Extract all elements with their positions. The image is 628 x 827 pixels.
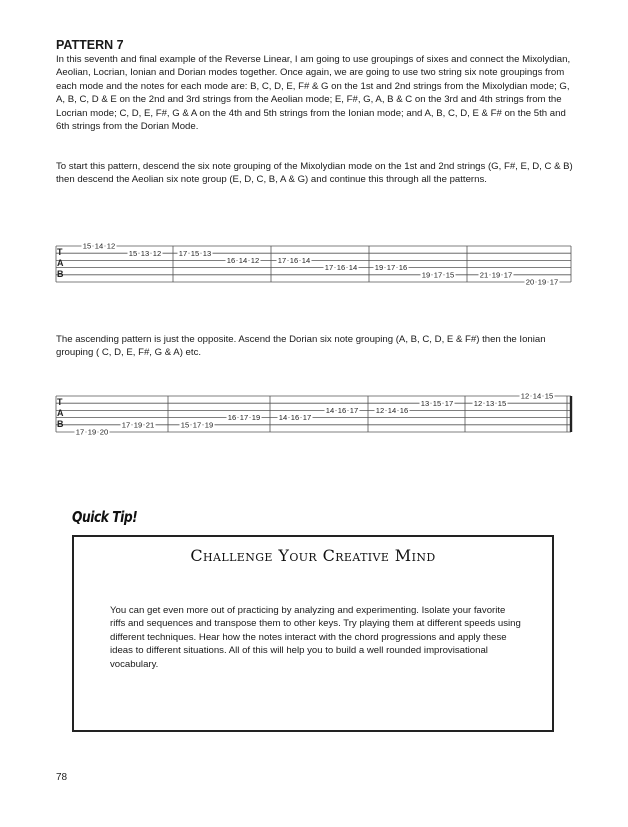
tab-fret-number: 13 [485,398,495,408]
tab-fret-number: 19 [251,413,261,423]
ascending-tab-staff [0,388,628,458]
tab-clef-letter: A [57,257,64,268]
quick-tip-label: Quick Tip! [72,508,138,526]
tab-fret-number: 15 [432,398,442,408]
ascending-paragraph: The ascending pattern is just the opposite. Ascend the Dorian six note grouping (A, B, C, D, E & F#) then the Ionian grouping ( C, D, E, F#, G & A) etc. [56,334,546,359]
tab-fret-number: 12 [106,241,116,251]
tab-fret-number: 21 [145,420,155,430]
tab-fret-number: 19 [491,270,501,280]
tab-fret-number: 17 [433,270,443,280]
page-heading: PATTERN 7 [56,38,124,52]
page-number: 78 [56,772,68,783]
tab-fret-number: 15 [180,420,190,430]
tab-fret-number: 13 [420,398,430,408]
tab-fret-number: 16 [399,406,409,415]
tab-fret-number: 14 [278,413,288,423]
tab-fret-number: 17 [75,427,85,437]
tab-fret-number: 19 [421,270,431,280]
tab-fret-number: 17 [239,413,249,423]
tab-fret-number: 14 [387,406,397,415]
tab-clef-letter: T [57,246,63,257]
tab-fret-number: 20 [99,427,109,437]
descending-tab-staff [0,238,628,308]
tab-fret-number: 19 [204,420,214,430]
tab-fret-number: 14 [325,406,335,415]
tab-clef-letter: B [57,419,64,430]
tab-fret-number: 17 [192,420,202,430]
tab-fret-number: 17 [302,413,312,423]
instruction-paragraph: To start this pattern, descend the six note grouping of the Mixolydian mode on the 1st and 2nd strings (G, F#, E, D, C & B) then descend the Aeolian six note group (E, D, C, B, A & G) and continue this through all the patterns. [56,161,573,186]
tab-fret-number: 17 [277,256,287,265]
quick-tip-title: Challenge Your Creative Mind [190,546,436,565]
tab-fret-number: 14 [94,241,104,251]
tab-clef-letter: T [57,396,63,407]
tab-fret-number: 17 [121,420,131,430]
tab-fret-number: 12 [520,391,530,401]
tab-clef-letter: B [57,269,64,280]
tab-fret-number: 12 [152,248,162,258]
tab-fret-number: 15 [190,248,200,258]
tab-fret-number: 14 [301,256,311,265]
tab-fret-number: 16 [226,256,236,265]
tab-fret-number: 21 [479,270,489,280]
tab-fret-number: 16 [227,413,237,423]
tab-fret-number: 14 [348,263,358,273]
tab-fret-number: 15 [445,270,455,280]
intro-paragraph: In this seventh and final example of the Reverse Linear, I am going to use groupings of sixes and connect the Mixolydian, Aeolian, Locrian, Ionian and Dorian modes together. Once again, we are going to use two string six note groupings from each mode and the notes for each mode are: B, C, D, E, F# & G on the 1st and 2nd strings from the Mixolydian mode; G, A, B, C, D & E on the 2nd and 3rd strings from the Aeolian mode; E, F#, G, A, B & C on the 3rd and 4th strings from the Locrian mode; C, D, E, F#, G & A on the 4th and 5th strings from the Ionian mode; and A, B, C, D, E & F# on the 5th and 6th strings from the Dorian Mode. [56,54,571,133]
tab-fret-number: 12 [375,406,385,415]
tab-fret-number: 13 [140,248,150,258]
tab-fret-number: 17 [386,263,396,273]
tab-fret-number: 17 [349,406,359,415]
tab-fret-number: 17 [178,248,188,258]
tab-clef-letter: A [57,407,64,418]
quick-tip-box [72,535,554,732]
tab-fret-number: 16 [289,256,299,265]
tab-fret-number: 16 [290,413,300,423]
tab-fret-number: 19 [374,263,384,273]
tab-fret-number: 20 [525,277,535,287]
tab-fret-number: 16 [398,263,408,273]
tab-fret-number: 14 [238,256,248,265]
quick-tip-body: You can get even more out of practicing by analyzing and experimenting. Isolate your favorite riffs and sequences and transpose them to other keys. Try playing them at different speeds using different techniques. Hear how the notes interact with the chord progressions and apply these ideas to different situations. All of this will help you to build a well rounded improvisational vocabulary. [110,605,521,670]
tab-fret-number: 13 [202,248,212,258]
tab-fret-number: 12 [250,256,260,265]
tab-fret-number: 15 [82,241,92,251]
tab-fret-number: 19 [87,427,97,437]
tab-fret-number: 14 [532,391,542,401]
tab-fret-number: 15 [544,391,554,401]
tab-fret-number: 19 [537,277,547,287]
tab-fret-number: 17 [324,263,334,273]
tab-fret-number: 17 [549,277,559,287]
tab-fret-number: 17 [444,398,454,408]
tab-fret-number: 19 [133,420,143,430]
tab-fret-number: 16 [336,263,346,273]
tab-fret-number: 15 [497,398,507,408]
tab-fret-number: 16 [337,406,347,415]
tab-fret-number: 17 [503,270,513,280]
tab-fret-number: 15 [128,248,138,258]
tab-fret-number: 12 [473,398,483,408]
